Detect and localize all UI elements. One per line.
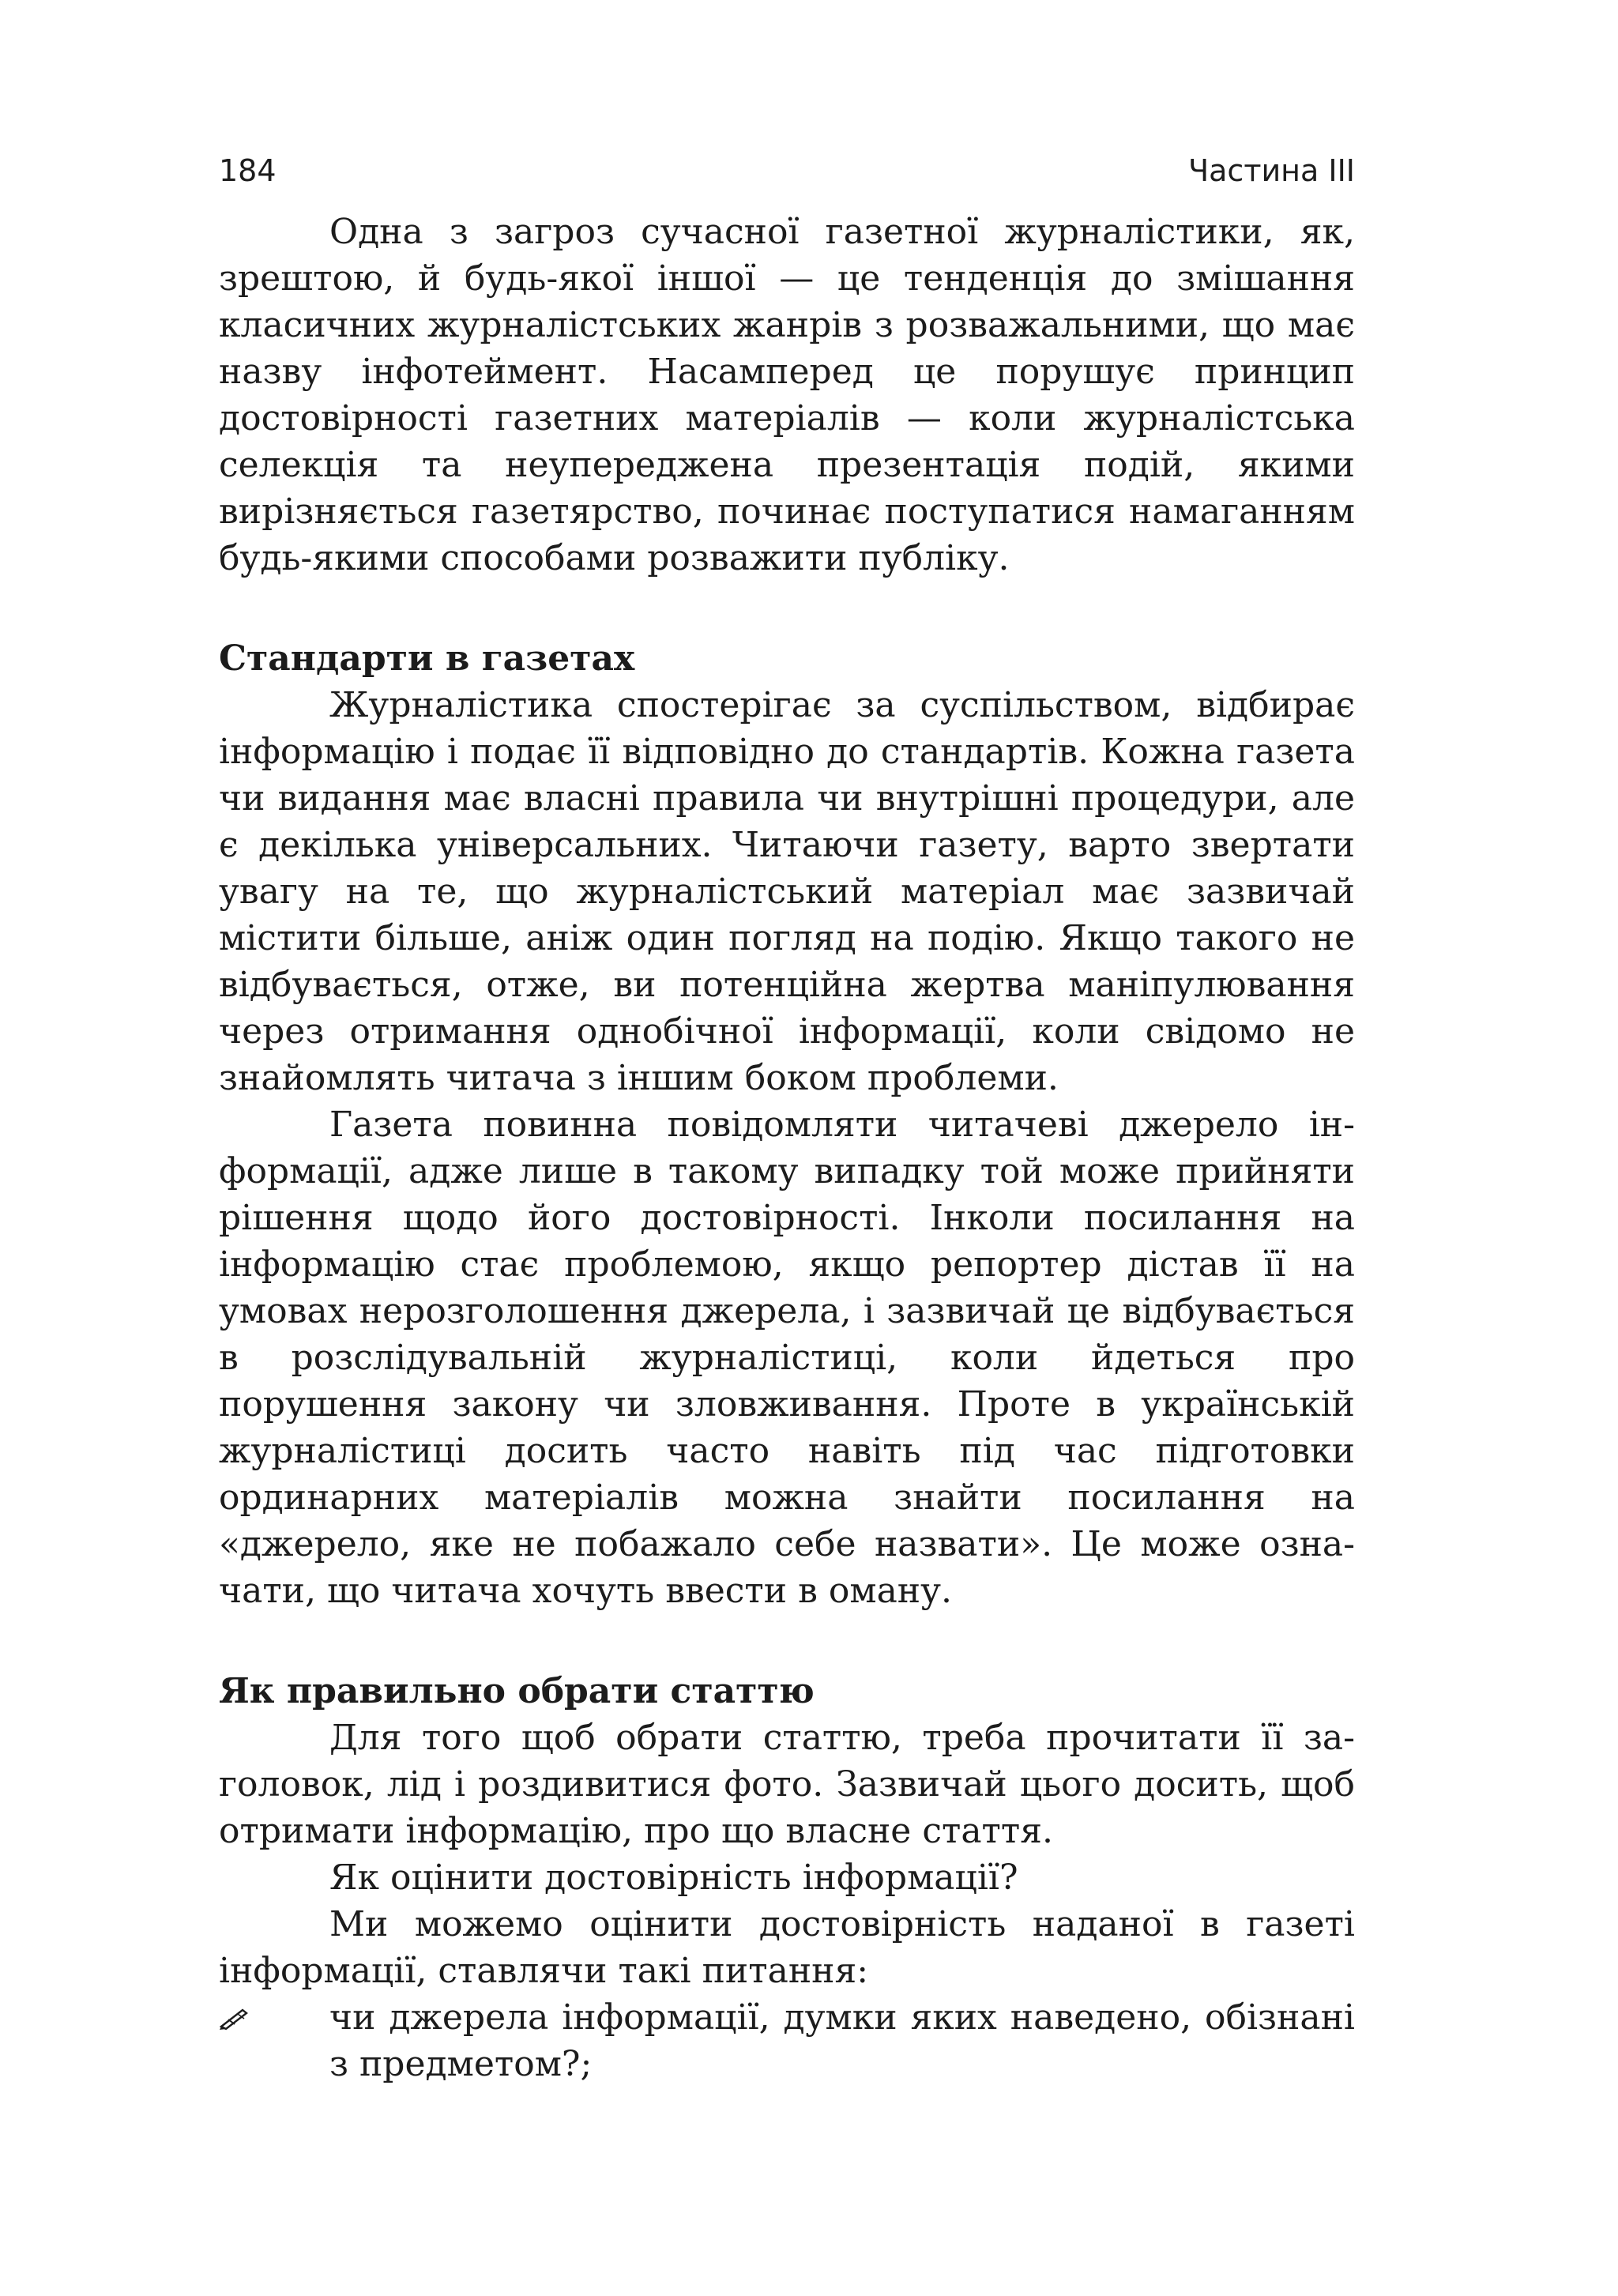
section-heading-standards: Стандарти в газетах bbox=[219, 638, 635, 679]
section-gap bbox=[219, 1614, 1355, 1668]
part-title: Частина III bbox=[1188, 153, 1355, 188]
standards-paragraph-2: Газета повинна повідомляти читачеві джерело інформації, адже лише в такому випадку той може прийняти рішення щодо його достовірності. Інколи посилання на інформацію стає проблемою, якщо репортер дістав її на умовах нерозголошення джерела, і зазвичай це відбувається в розслідувальній журналістиці, коли йдеться про порушення закону чи зловживання. Проте в українській журналістиці досить часто навіть під час підготовки ординарних матеріалів можна знайти посилання на «джерело, яке не побажало себе назвати». Це може означати, що читача хочуть ввести в оману. bbox=[219, 1105, 1355, 1611]
page-number: 184 bbox=[219, 153, 277, 188]
pen-bullet-icon bbox=[219, 2005, 250, 2031]
intro-paragraph: Одна з загроз сучасної газетної журналістики, як, зрештою, й будь-якої іншої — це тенденція до змішання класичних журналістських жанрів з розважальними, що має назву інфотеймент. Насамперед це порушує принцип достовірності газетних матеріалів — коли журналістська селекція та неупереджена презентація подій, якими вирізняється газетярство, починає поступатися намаганням будь-якими способами розважити публіку. bbox=[219, 212, 1355, 578]
choose-article-paragraph-2: Як оцінити достовірність інформації? bbox=[329, 1858, 1018, 1898]
bullet-item bbox=[219, 1994, 1355, 2087]
bullet-text: чи джерела інформації, думки яких наведено, обізнані з предметом?; bbox=[329, 1997, 1355, 2084]
choose-article-paragraph-3: Ми можемо оцінити достовірність наданої в газеті інформації, ставлячи такі питання: bbox=[219, 1904, 1355, 1991]
section-gap bbox=[219, 582, 1355, 635]
body-text bbox=[219, 209, 1355, 2087]
running-head bbox=[219, 147, 1355, 194]
book-page bbox=[219, 0, 1355, 2296]
choose-article-paragraph-1: Для того щоб обрати статтю, треба прочитати її заголовок, лід і роздивитися фото. Зазвичай цього досить, щоб отримати інформацію, про що власне стаття. bbox=[219, 1718, 1355, 1851]
section-heading-choose-article: Як правильно обрати статтю bbox=[219, 1671, 815, 1711]
standards-paragraph-1: Журналістика спостерігає за суспільством, відбирає інформацію і подає її відповідно до стандартів. Кожна газета чи видання має власні правила чи внутрішні процедури, але є декілька універсальних. Читаючи газету, варто звертати увагу на те, що журналістський матеріал має зазвичай містити більше, аніж один погляд на подію. Якщо такого не відбувається, отже, ви потенційна жертва маніпулювання через отримання однобічної інформації, коли свідомо не знайомлять читача з іншим боком проблеми. bbox=[219, 685, 1355, 1098]
